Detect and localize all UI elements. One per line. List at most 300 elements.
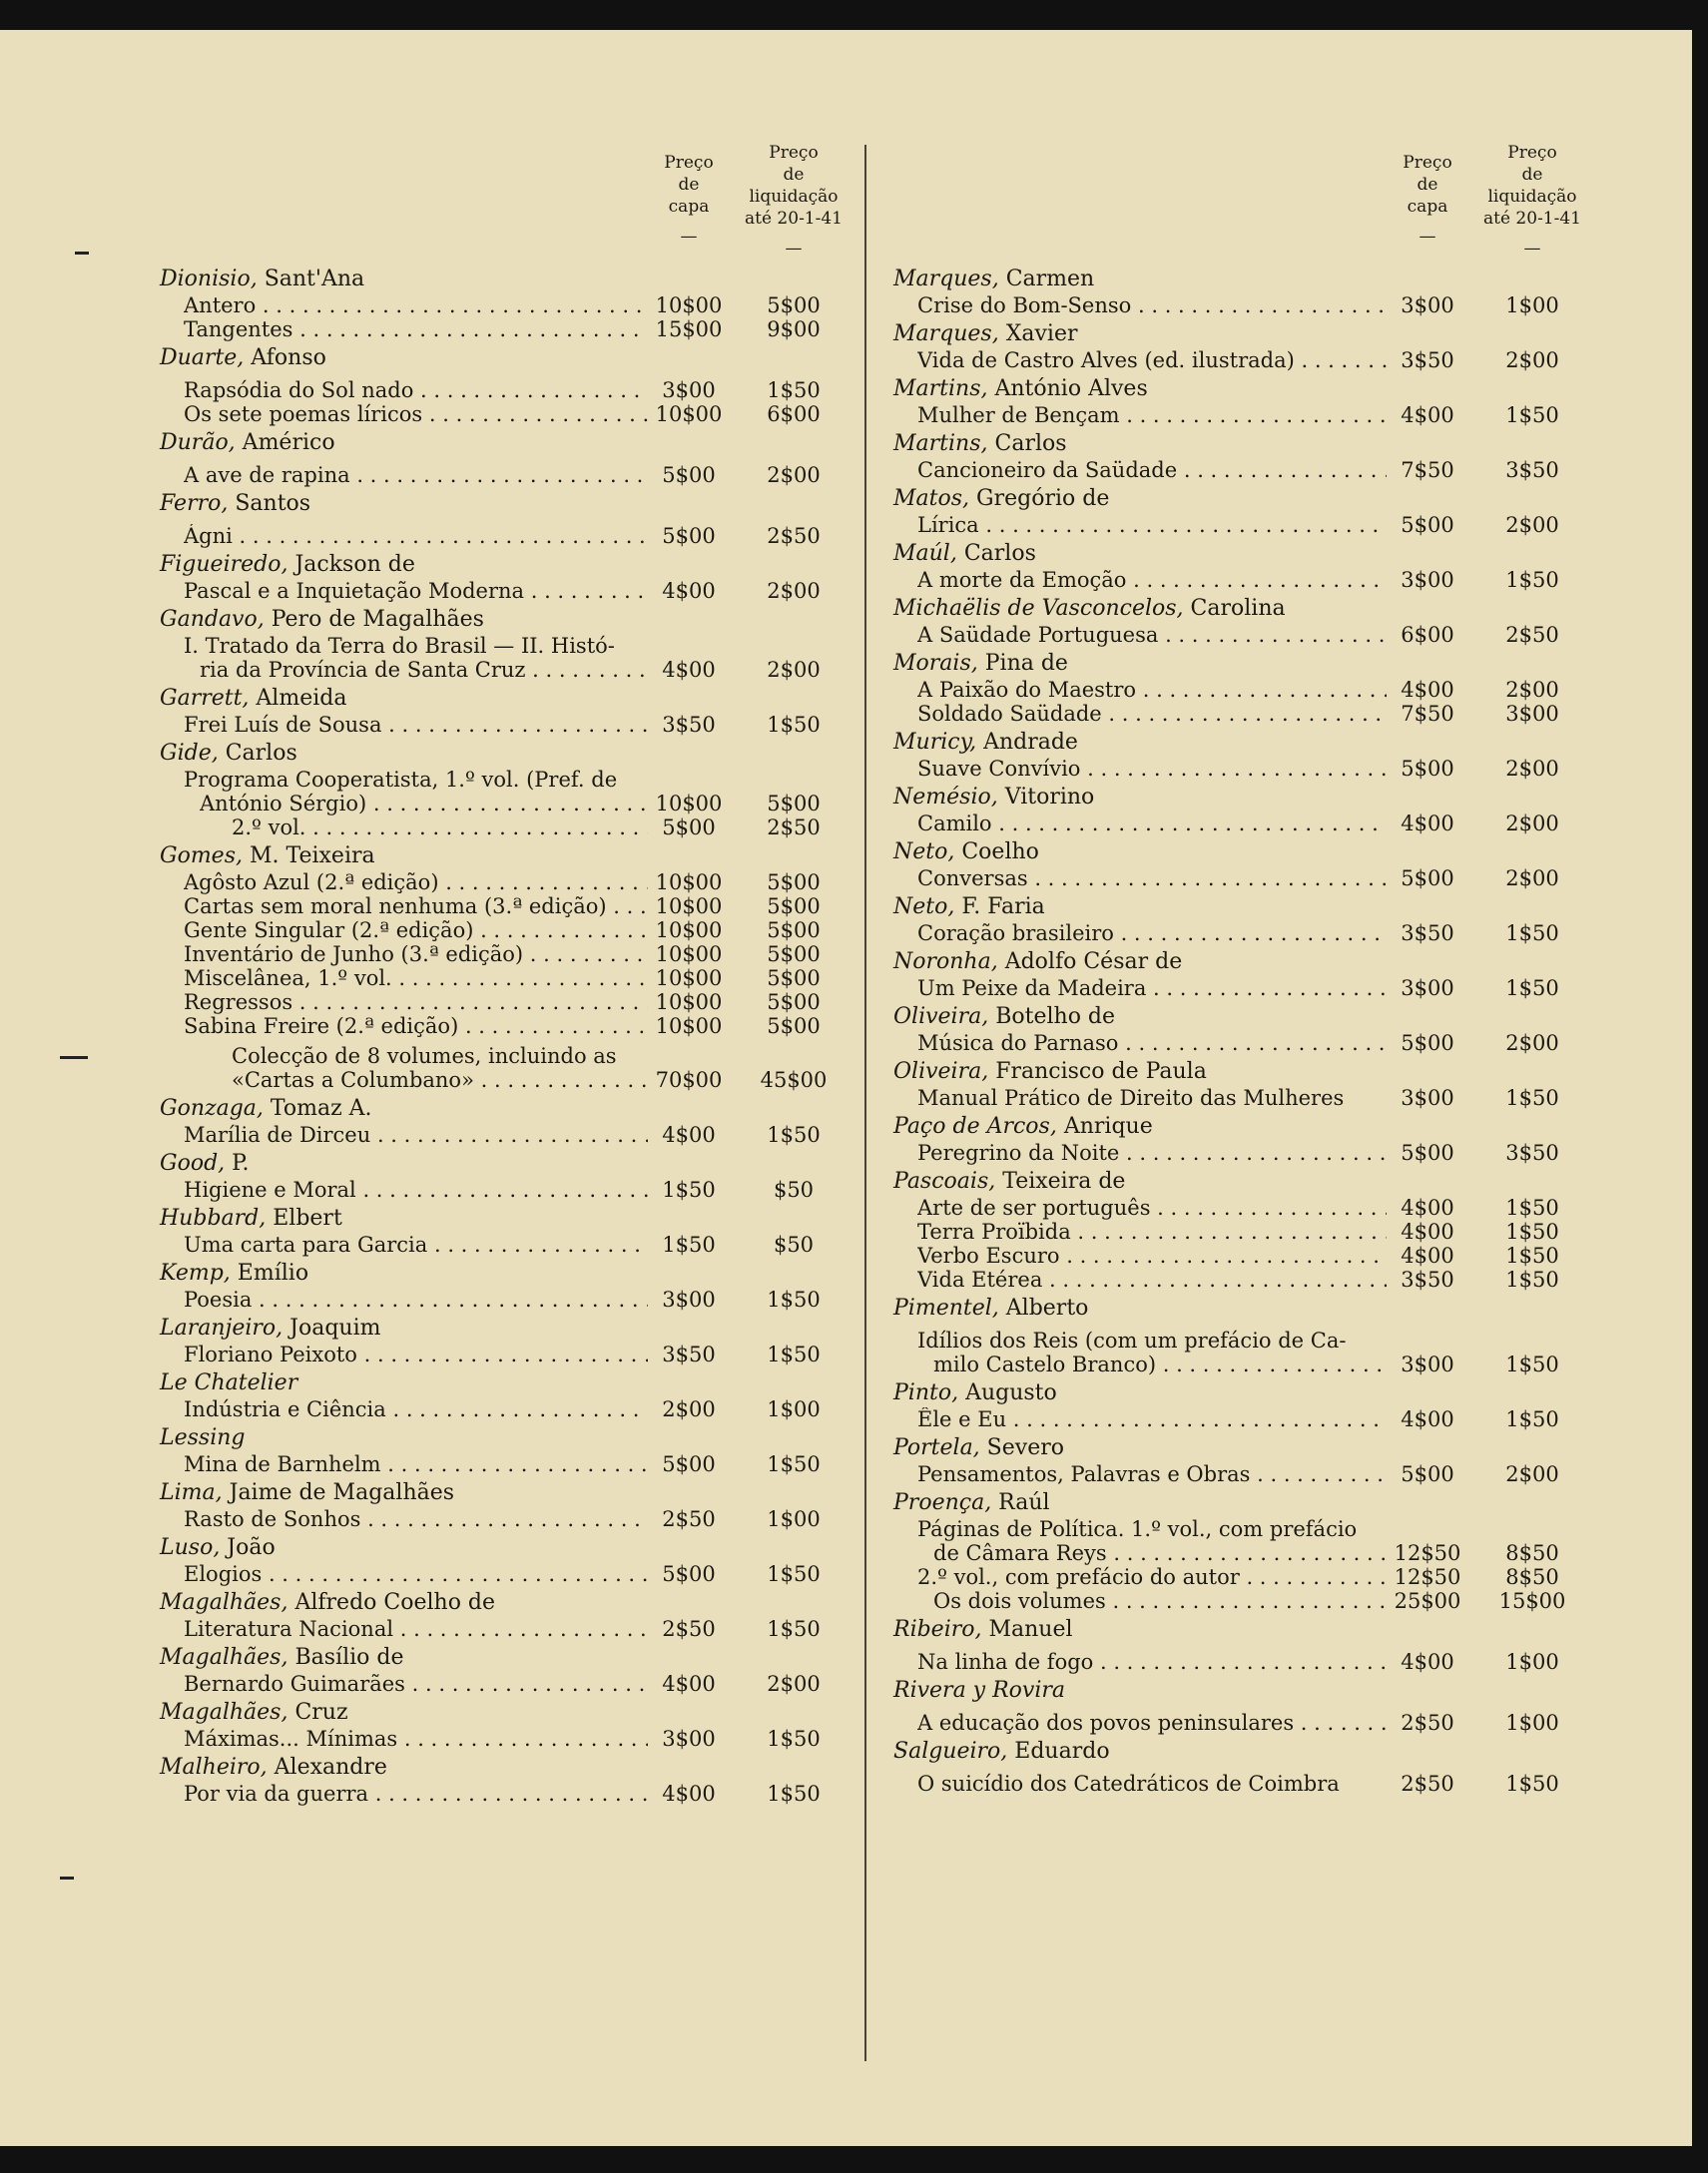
cover-price: 12$50 [1394, 1541, 1461, 1565]
book-row [160, 402, 878, 426]
binding-mark [60, 1056, 88, 1059]
book-title: Gente Singular (2.ª edição) . . . [184, 918, 648, 942]
author-name [160, 265, 878, 293]
author-given-name: Carmen [998, 267, 1095, 291]
header-text: liquidação [749, 187, 839, 207]
book-title: Mina de Barnhelm . . . [184, 1452, 648, 1476]
author-entry [160, 1478, 878, 1531]
cover-price: 4$00 [1401, 678, 1454, 702]
author-entry [893, 319, 1612, 372]
book-title: Coração brasileiro . . . [917, 921, 1387, 945]
author-given-name: Carlos [956, 541, 1036, 566]
cover-price: 10$00 [655, 1014, 723, 1038]
book-row [893, 1220, 1612, 1244]
header-dash: — [1523, 239, 1541, 259]
author-given-name: Almeida [249, 686, 347, 711]
liquidation-price: 2$50 [1505, 623, 1559, 647]
book-row [160, 1343, 878, 1366]
author-surname: Good, [160, 1151, 226, 1176]
book-title: Mulher de Bençam . . . [917, 403, 1387, 427]
header-text: de [783, 165, 805, 185]
book-row [160, 1178, 878, 1202]
author-name [160, 1753, 878, 1782]
author-given-name: Vitorino [997, 785, 1095, 810]
cover-price: 5$00 [662, 1452, 716, 1476]
book-title: Programa Cooperatista, 1.º vol. (Pref. de [184, 768, 618, 792]
book-title: Os sete poemas líricos . . . [184, 402, 648, 426]
author-surname: Maúl, [893, 541, 957, 566]
author-surname: Ferro, [160, 491, 229, 516]
book-row [893, 1353, 1612, 1376]
author-name [160, 343, 878, 372]
author-given-name: Pina de [977, 651, 1068, 676]
book-title: O suicídio dos Catedráticos de Coimbra [917, 1772, 1340, 1796]
cover-price: 70$00 [655, 1068, 723, 1092]
book-row [893, 568, 1612, 592]
author-name [160, 684, 878, 713]
author-name [160, 1149, 878, 1178]
liquidation-price: 5$00 [767, 792, 821, 815]
cover-price: 4$00 [1401, 403, 1454, 427]
header-dash: — [680, 227, 698, 247]
book-row [160, 463, 878, 487]
cover-price: 2$50 [1401, 1711, 1454, 1735]
header-preco-capa [1388, 152, 1467, 248]
cover-price: 3$00 [1401, 1353, 1454, 1376]
book-row [893, 702, 1612, 726]
cover-price: 1$50 [662, 1233, 716, 1257]
author-name [893, 1002, 1612, 1031]
book-title: A morte da Emoção . . . [917, 568, 1387, 592]
author-given-name: P. [225, 1151, 250, 1176]
cover-price: 10$00 [655, 870, 723, 894]
author-given-name: Sant'Ana [257, 267, 365, 291]
author-name [893, 837, 1612, 866]
cover-price: 3$50 [1401, 348, 1454, 372]
book-title: Lírica . . . [917, 513, 1387, 537]
author-surname: Gide, [160, 741, 219, 766]
book-row [160, 1452, 878, 1476]
author-surname: Lima, [160, 1480, 223, 1505]
author-given-name: Alfredo Coelho de [287, 1590, 496, 1615]
author-entry [160, 265, 878, 341]
liquidation-price: 1$50 [1505, 1086, 1559, 1110]
liquidation-price: 1$50 [1505, 976, 1559, 1000]
author-surname: Ribeiro, [893, 1617, 982, 1642]
book-row [160, 1123, 878, 1147]
author-surname: Neto, [893, 894, 955, 919]
book-title: Uma carta para Garcia . . . [184, 1233, 648, 1257]
book-title: Sabina Freire (2.ª edição) . . . [184, 1014, 648, 1038]
book-row [160, 1727, 878, 1751]
book-title: António Sérgio) . . . [200, 792, 648, 815]
book-title: Êle e Eu . . . [917, 1407, 1387, 1431]
cover-price: 3$00 [662, 1288, 716, 1312]
cover-price: 3$00 [662, 378, 716, 402]
binding-mark [60, 1877, 74, 1880]
cover-price: 5$00 [1401, 513, 1454, 537]
header-dash: — [1419, 227, 1436, 247]
book-title: Vida de Castro Alves (ed. ilustrada) . . . [917, 348, 1387, 372]
author-entry [893, 1378, 1612, 1431]
book-title: Higiene e Moral . . . [184, 1178, 648, 1202]
book-row [160, 894, 878, 918]
author-name [893, 429, 1612, 458]
cover-price: 5$00 [662, 815, 716, 839]
author-entry [893, 1057, 1612, 1110]
liquidation-price: 1$50 [1505, 1244, 1559, 1268]
header-text: de [678, 175, 700, 195]
book-row [893, 403, 1612, 427]
author-given-name: Basílio de [287, 1645, 404, 1670]
liquidation-price: 15$00 [1498, 1589, 1566, 1613]
header-text: Preço [664, 153, 714, 173]
book-row [893, 757, 1612, 781]
book-row [160, 293, 878, 317]
cover-price: 7$50 [1401, 458, 1454, 482]
liquidation-price: 1$50 [1505, 1353, 1559, 1376]
book-row [893, 1711, 1612, 1735]
book-title: 2.º vol. . . . [232, 815, 648, 839]
author-entry [893, 1676, 1612, 1735]
book-row [893, 1086, 1612, 1110]
author-name [160, 605, 878, 634]
liquidation-price: 5$00 [767, 870, 821, 894]
author-entry [160, 1259, 878, 1312]
book-title: Cartas sem moral nenhuma (3.ª edição) . . . [184, 894, 648, 918]
author-surname: Gonzaga, [160, 1096, 264, 1121]
liquidation-price: 5$00 [767, 966, 821, 990]
liquidation-price: 2$00 [1505, 866, 1559, 890]
author-entry [893, 1167, 1612, 1292]
header-text: capa [668, 197, 710, 217]
book-row [160, 378, 878, 402]
book-title: Música do Parnaso . . . [917, 1031, 1387, 1055]
book-title: Um Peixe da Madeira . . . [917, 976, 1387, 1000]
cover-price: 4$00 [1401, 1650, 1454, 1674]
cover-price: 3$00 [662, 1727, 716, 1751]
book-title: Elogios . . . [184, 1562, 648, 1586]
author-entry [160, 1204, 878, 1257]
author-entry [893, 1433, 1612, 1486]
book-title: Floriano Peixoto . . . [184, 1343, 648, 1366]
author-entry [160, 1643, 878, 1696]
cover-price: 3$00 [1401, 1086, 1454, 1110]
author-given-name: Tomaz A. [263, 1096, 372, 1121]
book-title: Agôsto Azul (2.ª edição) . . . [184, 870, 648, 894]
book-title: A educação dos povos peninsulares . . . [917, 1711, 1387, 1735]
liquidation-price: 1$50 [767, 713, 821, 737]
book-row [160, 579, 878, 603]
liquidation-price: 1$00 [767, 1397, 821, 1421]
author-entry [893, 783, 1612, 835]
author-name [160, 1423, 878, 1452]
liquidation-price: 45$00 [760, 1068, 828, 1092]
book-title: Poesia . . . [184, 1288, 648, 1312]
author-surname: Gandavo, [160, 607, 265, 632]
binding-mark [75, 252, 89, 255]
author-given-name: Carolina [1183, 596, 1286, 621]
author-name [160, 428, 878, 457]
author-name [893, 947, 1612, 976]
book-title: Peregrino da Noite . . . [917, 1141, 1387, 1165]
author-entry [160, 1094, 878, 1147]
liquidation-price: 2$00 [767, 658, 821, 682]
liquidation-price: 9$00 [767, 317, 821, 341]
liquidation-price: 5$00 [767, 942, 821, 966]
liquidation-price: 2$00 [767, 579, 821, 603]
author-entry [160, 489, 878, 548]
header-text: Preço [1507, 143, 1557, 163]
cover-price: 5$00 [1401, 866, 1454, 890]
liquidation-price: 8$50 [1505, 1541, 1559, 1565]
author-surname: Michaëlis de Vasconcelos, [893, 596, 1184, 621]
author-surname: Luso, [160, 1535, 221, 1560]
book-row [893, 1141, 1612, 1165]
cover-price: 10$00 [655, 894, 723, 918]
cover-price: 2$50 [1401, 1772, 1454, 1796]
cover-price: 5$00 [1401, 1141, 1454, 1165]
author-name [893, 1294, 1612, 1323]
author-surname: Magalhães, [160, 1700, 288, 1725]
liquidation-price: 2$00 [767, 463, 821, 487]
book-row [893, 1268, 1612, 1292]
book-row [893, 1462, 1612, 1486]
book-title: Ágni . . . [184, 524, 648, 548]
cover-price: 5$00 [662, 1562, 716, 1586]
cover-price: 3$50 [662, 1343, 716, 1366]
liquidation-price: 1$50 [767, 1617, 821, 1641]
cover-price: 4$00 [1401, 1196, 1454, 1220]
book-row [160, 1044, 878, 1068]
book-row [160, 524, 878, 548]
liquidation-price: 1$50 [1505, 1196, 1559, 1220]
cover-price: 5$00 [1401, 1462, 1454, 1486]
liquidation-price: 5$00 [767, 293, 821, 317]
liquidation-price: 3$50 [1505, 1141, 1559, 1165]
author-name [160, 739, 878, 768]
book-row [160, 1782, 878, 1806]
author-entry [893, 1488, 1612, 1613]
author-surname: Martins, [893, 431, 988, 456]
author-given-name: Teixeira de [995, 1169, 1126, 1194]
author-surname: Morais, [893, 651, 978, 676]
liquidation-price: 1$00 [767, 1507, 821, 1531]
author-surname: Malheiro, [160, 1755, 268, 1780]
author-surname: Figueiredo, [160, 552, 288, 577]
liquidation-price: 1$50 [767, 1343, 821, 1366]
author-name [893, 1433, 1612, 1462]
author-name [893, 1737, 1612, 1766]
author-surname: Oliveira, [893, 1004, 989, 1029]
author-surname: Pimentel, [893, 1296, 999, 1321]
author-name [160, 1259, 878, 1288]
liquidation-price: 2$00 [1505, 678, 1559, 702]
liquidation-price: 1$50 [767, 1123, 821, 1147]
author-name [893, 1378, 1612, 1407]
cover-price: 15$00 [655, 317, 723, 341]
liquidation-price: 1$50 [1505, 568, 1559, 592]
liquidation-price: 2$50 [767, 815, 821, 839]
author-name [893, 594, 1612, 623]
cover-price: 3$50 [662, 713, 716, 737]
book-title: Marília de Dirceu . . . [184, 1123, 648, 1147]
header-preco-liquidacao [739, 142, 849, 260]
author-name [893, 539, 1612, 568]
book-title: Colecção de 8 volumes, incluindo as [232, 1044, 617, 1068]
author-entry [893, 429, 1612, 482]
author-name [893, 1057, 1612, 1086]
book-row [160, 713, 878, 737]
author-surname: Laranjeiro, [160, 1316, 284, 1341]
author-given-name: Alberto [998, 1296, 1089, 1321]
author-surname: Oliveira, [893, 1059, 989, 1084]
author-name [893, 374, 1612, 403]
book-title: Bernardo Guimarães . . . [184, 1672, 648, 1696]
author-given-name: F. Faria [954, 894, 1045, 919]
author-name [160, 1588, 878, 1617]
author-name [160, 489, 878, 518]
author-given-name: Manuel [981, 1617, 1073, 1642]
book-title: Manual Prático de Direito das Mulheres [917, 1086, 1345, 1110]
book-row [160, 1397, 878, 1421]
author-surname: Le Chatelier [160, 1370, 298, 1395]
author-name [893, 1167, 1612, 1196]
book-row [160, 1617, 878, 1641]
book-title: Inventário de Junho (3.ª edição) . . . [184, 942, 648, 966]
cover-price: 4$00 [662, 579, 716, 603]
book-row [160, 768, 878, 792]
author-entry [893, 947, 1612, 1000]
author-name [160, 1698, 878, 1727]
author-entry [160, 1698, 878, 1751]
book-title: Máximas... Mínimas . . . [184, 1727, 648, 1751]
book-row [160, 1507, 878, 1531]
book-row [893, 1589, 1612, 1613]
author-entry [160, 1753, 878, 1806]
author-given-name: Botelho de [988, 1004, 1116, 1029]
author-surname: Noronha, [893, 949, 998, 974]
book-row [160, 870, 878, 894]
book-title: Terra Proïbida . . . [917, 1220, 1387, 1244]
book-title: Páginas de Política. 1.º vol., com prefácio [917, 1517, 1358, 1541]
author-given-name: M. Teixeira [242, 843, 375, 868]
author-name [893, 783, 1612, 812]
book-title: de Câmara Reys . . . [933, 1541, 1387, 1565]
author-entry [893, 374, 1612, 427]
author-given-name: Jackson de [287, 552, 415, 577]
book-row [893, 866, 1612, 890]
cover-price: 5$00 [1401, 1031, 1454, 1055]
author-given-name: Francisco de Paula [988, 1059, 1207, 1084]
author-name [160, 1314, 878, 1343]
author-surname: Martins, [893, 376, 988, 401]
header-text: de [1417, 175, 1438, 195]
cover-price: 12$50 [1394, 1565, 1461, 1589]
book-row [893, 513, 1612, 537]
author-surname: Proença, [893, 1490, 992, 1515]
author-given-name: Xavier [998, 321, 1078, 346]
cover-price: 3$00 [1401, 293, 1454, 317]
author-surname: Matos, [893, 486, 970, 511]
book-title: 2.º vol., com prefácio do autor . . . [917, 1565, 1387, 1589]
author-name [160, 1643, 878, 1672]
book-row [893, 1196, 1612, 1220]
cover-price: 4$00 [662, 1672, 716, 1696]
author-entry [893, 1294, 1612, 1376]
liquidation-price: 1$50 [767, 1727, 821, 1751]
author-name [160, 1094, 878, 1123]
author-entry [160, 1314, 878, 1366]
left-entries [160, 263, 878, 1806]
cover-price: 5$00 [662, 463, 716, 487]
author-given-name: Pero de Magalhães [264, 607, 484, 632]
book-row [893, 1565, 1612, 1589]
author-entry [893, 484, 1612, 537]
author-name [893, 728, 1612, 757]
liquidation-price: 2$00 [1505, 1031, 1559, 1055]
liquidation-price: 8$50 [1505, 1565, 1559, 1589]
author-surname: Lessing [160, 1425, 246, 1450]
header-text: de [1521, 165, 1543, 185]
author-entry [160, 1368, 878, 1421]
cover-price: 3$00 [1401, 568, 1454, 592]
author-given-name: Alexandre [267, 1755, 387, 1780]
author-surname: Dionisio, [160, 267, 258, 291]
book-title: Conversas . . . [917, 866, 1387, 890]
author-entry [893, 1112, 1612, 1165]
author-surname: Pinto, [893, 1380, 959, 1405]
book-row [160, 1288, 878, 1312]
author-given-name: Adolfo César de [997, 949, 1183, 974]
author-name [893, 1676, 1612, 1705]
book-title: Tangentes . . . [184, 317, 648, 341]
author-given-name: Afonso [244, 345, 326, 370]
book-title: I. Tratado da Terra do Brasil — II. Histó- [184, 634, 615, 658]
author-name [160, 841, 878, 870]
author-given-name: Coelho [954, 839, 1039, 864]
book-title: Rapsódia do Sol nado . . . [184, 378, 648, 402]
column-divider [864, 145, 866, 2061]
author-given-name: Gregório de [969, 486, 1110, 511]
book-row [160, 1068, 878, 1092]
cover-price: 10$00 [655, 402, 723, 426]
author-given-name: Cruz [287, 1700, 348, 1725]
cover-price: 10$00 [655, 942, 723, 966]
author-surname: Neto, [893, 839, 955, 864]
cover-price: 4$00 [662, 1782, 716, 1806]
author-given-name: Emílio [230, 1261, 309, 1286]
author-name [893, 484, 1612, 513]
book-title: Regressos . . . [184, 990, 648, 1014]
liquidation-price: 2$50 [767, 524, 821, 548]
book-row [893, 623, 1612, 647]
cover-price: 4$00 [1401, 1220, 1454, 1244]
cover-price: 2$50 [662, 1507, 716, 1531]
liquidation-price: 1$50 [1505, 921, 1559, 945]
book-title: Cancioneiro da Saüdade . . . [917, 458, 1387, 482]
book-row [160, 1562, 878, 1586]
book-title: ria da Província de Santa Cruz . . . [200, 658, 648, 682]
book-row [893, 1772, 1612, 1796]
author-entry [893, 1615, 1612, 1674]
header-text: liquidação [1487, 187, 1577, 207]
book-row [893, 921, 1612, 945]
author-entry [893, 728, 1612, 781]
author-given-name: Anrique [1056, 1114, 1153, 1139]
book-title: Miscelânea, 1.º vol. . . . [184, 966, 648, 990]
author-entry [160, 1533, 878, 1586]
